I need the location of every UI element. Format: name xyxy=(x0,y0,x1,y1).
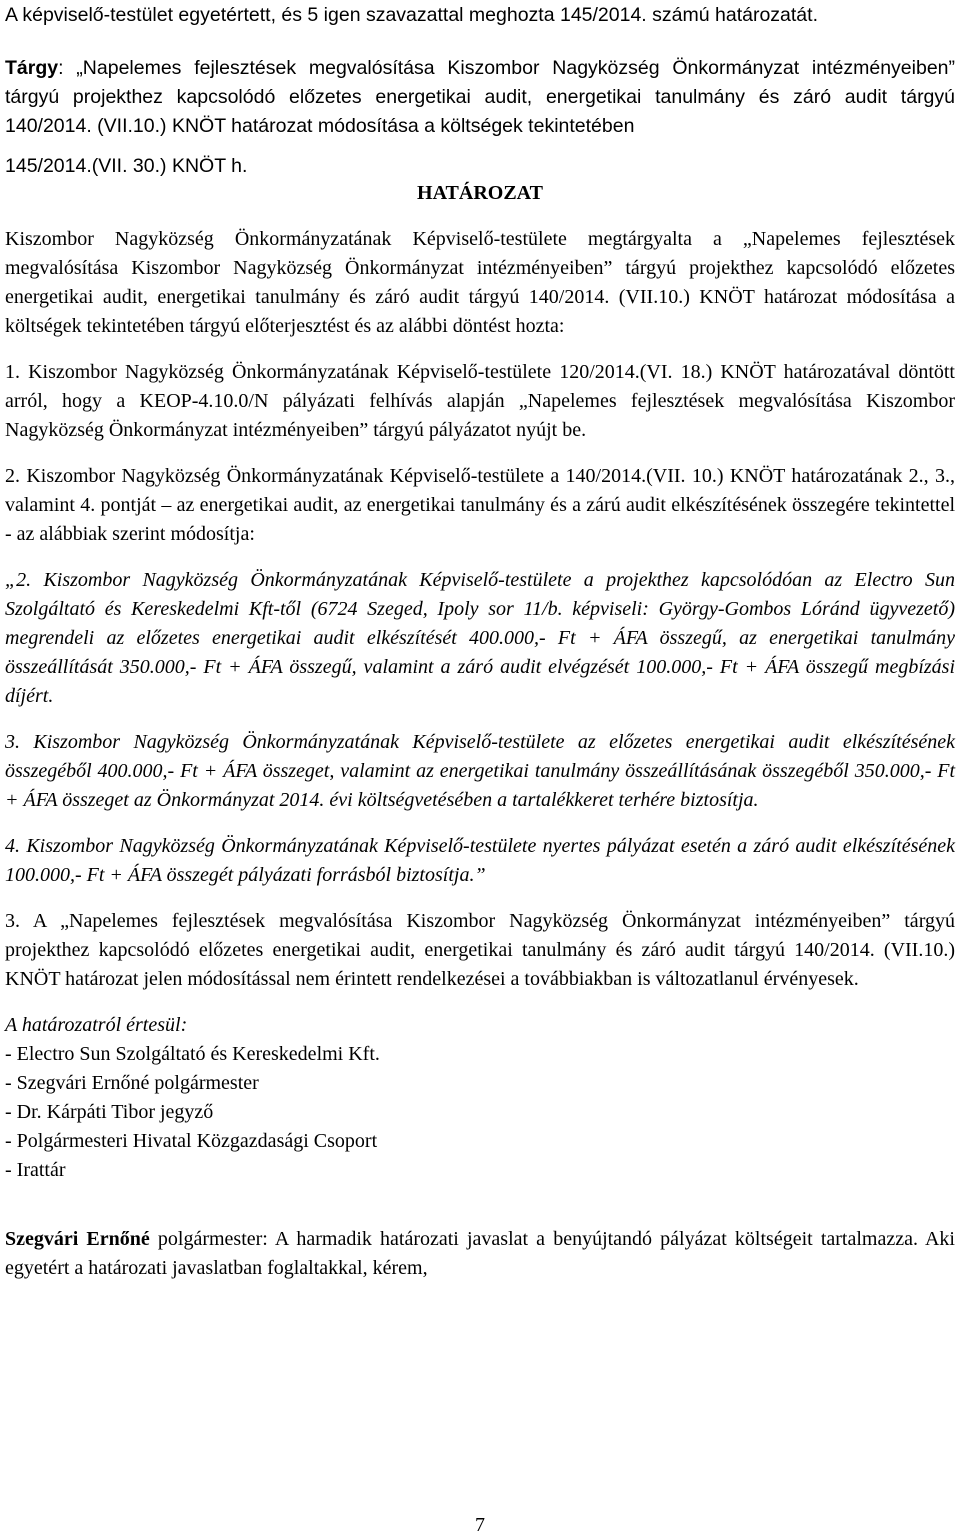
notify-section xyxy=(5,1011,955,1185)
subject-text: : „Napelemes fejlesztések megvalósítása Kiszombor Nagyközség Önkormányzat intézményeiben” tárgyú projekthez kapcsolódó előzetes energetikai audit, energetikai tanulmány és záró audit tárgyú 140/2014. (VII.10.) KNÖT határozat módosítása a költségek tekintetében xyxy=(5,57,955,137)
resolution-heading: HATÁROZAT xyxy=(417,182,543,204)
notify-item: - Polgármesteri Hivatal Közgazdasági Csoport xyxy=(5,1130,378,1152)
document-page xyxy=(5,0,955,1283)
body-paragraph-2: 1. Kiszombor Nagyközség Önkormányzatának Képviselő-testülete 120/2014.(VI. 18.) KNÖT határozatával döntött arról, hogy a KEOP-4.10.0/N pályázati felhívás alapján „Napelemes fejlesztések megvalósítása Kiszombor Nagyközség Önkormányzat intézményeiben” tárgyú pályázatot nyújt be. xyxy=(5,361,955,441)
intro-line: A képviselő-testület egyetértett, és 5 igen szavazattal meghozta 145/2014. számú határozatát. xyxy=(5,4,818,26)
body-paragraph-4: 3. A „Napelemes fejlesztések megvalósítása Kiszombor Nagyközség Önkormányzat intézményeiben” tárgyú projekthez kapcsolódó előzetes energetikai audit, energetikai tanulmány és záró audit tárgyú 140/2014. (VII.10.) KNÖT határozat jelen módosítással nem érintett rendelkezései a továbbiakban is változatlanul érvényesek. xyxy=(5,910,955,990)
closing-paragraph xyxy=(5,1225,955,1283)
notify-title: A határozatról értesül: xyxy=(5,1014,188,1036)
subject-label: Tárgy xyxy=(5,57,59,79)
notify-item: - Electro Sun Szolgáltató és Kereskedelmi Kft. xyxy=(5,1043,380,1065)
closing-text: polgármester: A harmadik határozati javaslat a benyújtandó pályázat költségeit tartalmazza. Aki egyetért a határozati javaslatban foglaltakkal, kérem, xyxy=(5,1228,955,1279)
notify-item: - Dr. Kárpáti Tibor jegyző xyxy=(5,1101,214,1123)
subject-paragraph xyxy=(5,54,955,141)
quoted-point-2: „2. Kiszombor Nagyközség Önkormányzatának Képviselő-testülete a projekthez kapcsolódóan az Electro Sun Szolgáltató és Kereskedelmi Kft-től (6724 Szeged, Ipoly sor 11/b. képviseli: György-Gombos Lóránd ügyvezető) megrendeli az előzetes energetikai audit elkészítését 400.000,- Ft + ÁFA összegű, az energetikai tanulmány összeállítását 350.000,- Ft + ÁFA összegű, valamint a záró audit elvégzését 100.000,- Ft + ÁFA összegű megbízási díjért. xyxy=(5,569,955,707)
quoted-point-4: 4. Kiszombor Nagyközség Önkormányzatának Képviselő-testülete nyertes pályázat esetén a záró audit elkészítésének 100.000,- Ft + ÁFA összegét pályázati forrásból biztosítja.” xyxy=(5,835,955,886)
closing-speaker: Szegvári Ernőné xyxy=(5,1228,150,1250)
page-number: 7 xyxy=(475,1514,485,1536)
body-paragraph-3: 2. Kiszombor Nagyközség Önkormányzatának Képviselő-testülete a 140/2014.(VII. 10.) KNÖT határozatának 2., 3., valamint 4. pontját – az energetikai audit, az energetikai tanulmány és a zárú audit elkészítésének összegére tekintettel - az alábbiak szerint módosítja: xyxy=(5,465,955,545)
notify-item: - Irattár xyxy=(5,1159,66,1181)
quoted-point-3: 3. Kiszombor Nagyközség Önkormányzatának Képviselő-testülete az előzetes energetikai audit elkészítésének összegéből 400.000,- Ft + ÁFA összeget, valamint az energetikai tanulmány összeállításának összegéből 350.000,- Ft + ÁFA összeget az Önkormányzat 2014. évi költségvetésében a tartalékkeret terhére biztosítja. xyxy=(5,731,955,811)
resolution-number: 145/2014.(VII. 30.) KNÖT h. xyxy=(5,155,248,177)
body-paragraph-1: Kiszombor Nagyközség Önkormányzatának Képviselő-testülete megtárgyalta a „Napelemes fejlesztések megvalósítása Kiszombor Nagyközség Önkormányzat intézményeiben” tárgyú projekthez kapcsolódó előzetes energetikai audit, energetikai tanulmány és záró audit tárgyú 140/2014. (VII.10.) KNÖT határozat módosítása a költségek tekintetében tárgyú előterjesztést és az alábbi döntést hozta: xyxy=(5,228,955,337)
notify-item: - Szegvári Ernőné polgármester xyxy=(5,1072,259,1094)
